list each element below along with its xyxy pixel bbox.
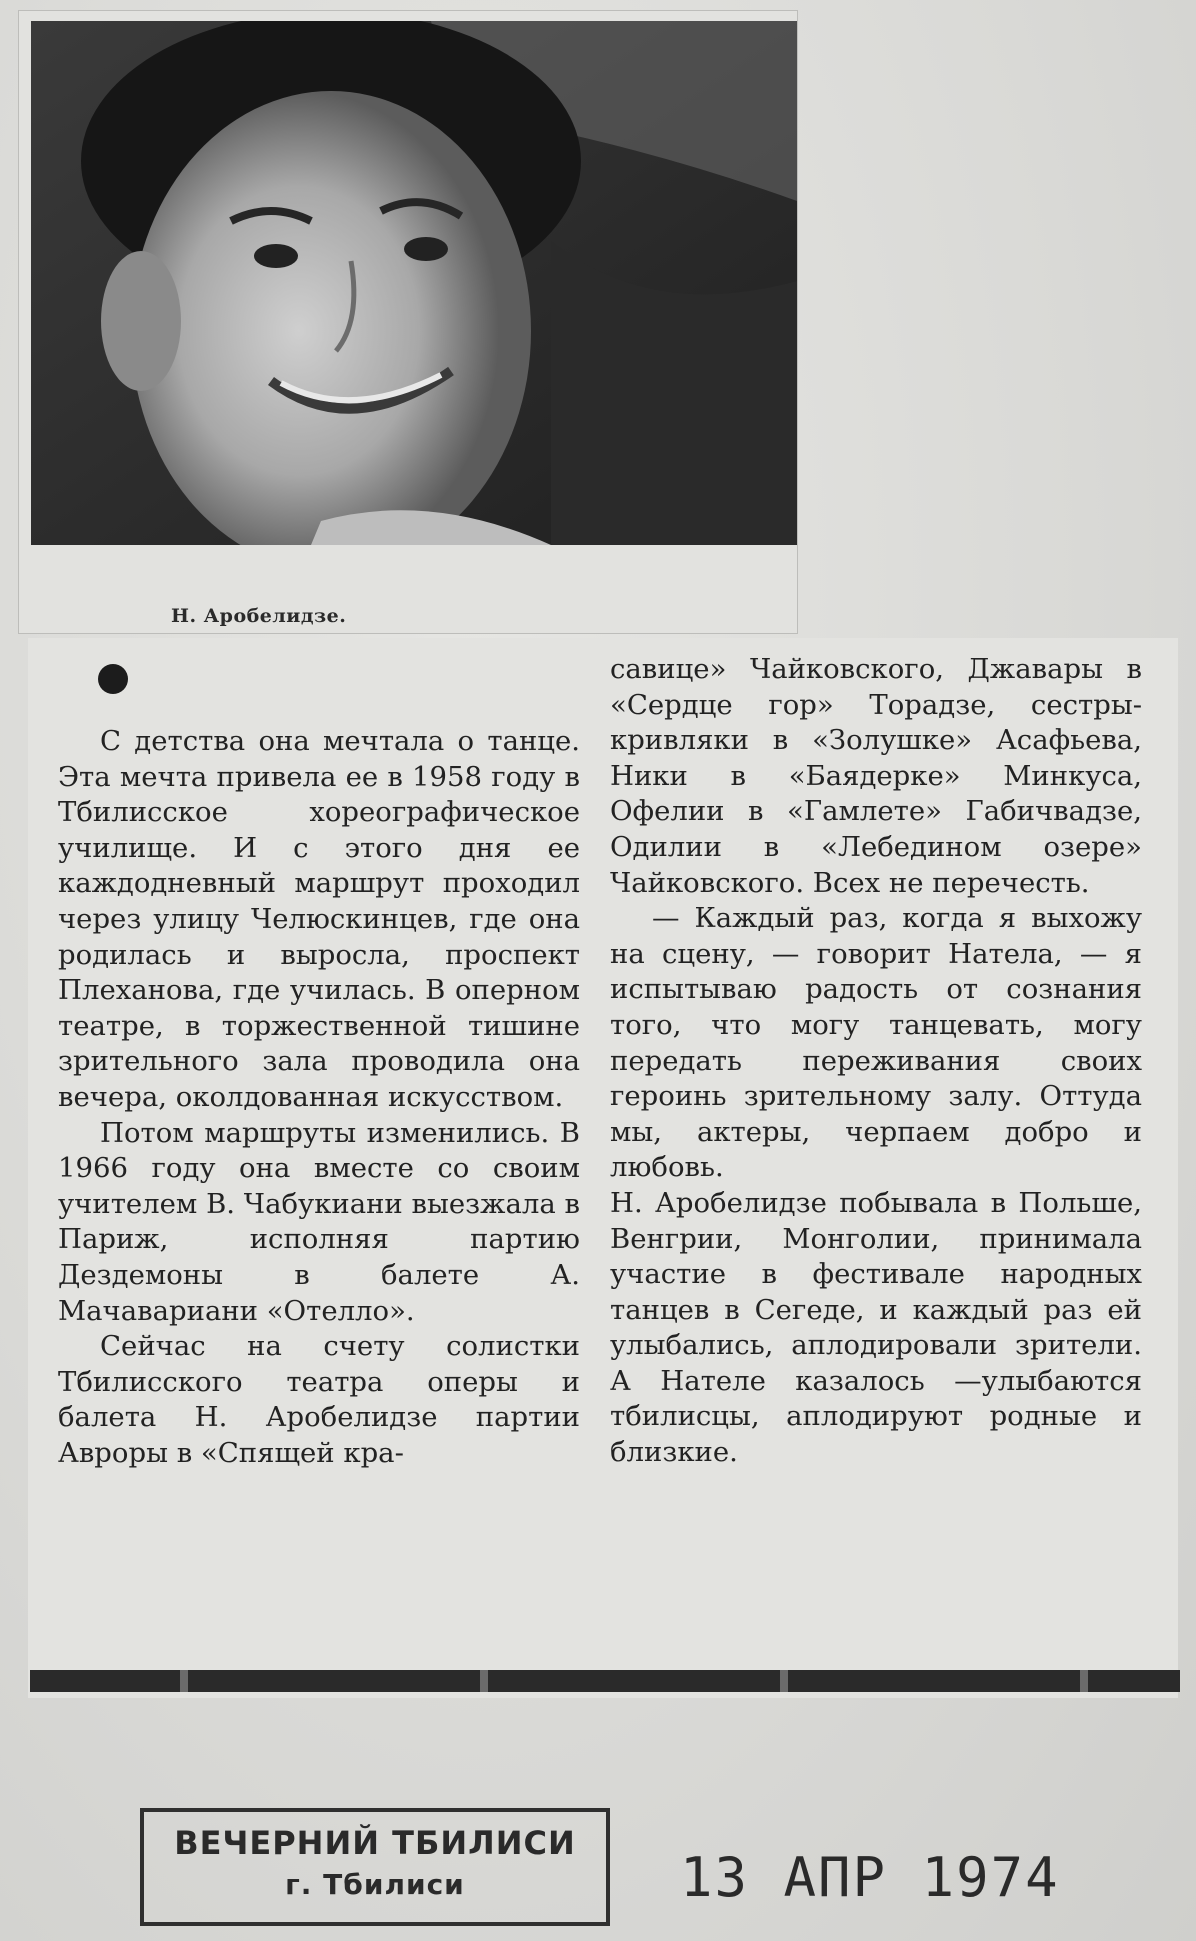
- divider-rule: [30, 1670, 1180, 1692]
- article-column-left: [58, 724, 580, 1471]
- date-stamp: 13 АПР 1974: [680, 1846, 1060, 1909]
- bullet-dot-icon: [98, 664, 128, 694]
- article-column-right: [610, 652, 1142, 1471]
- paragraph: Н. Аробелидзе побывала в Польше, Венгрии, Монголии, принимала участие в фестивале народных танцев в Сегеде, и каждый раз ей улыбались, аплодировали зрители. А Нателе казалось —улыбаются тбилисцы, аплодируют родные и близкие.: [610, 1186, 1142, 1469]
- newspaper-stamp: [140, 1808, 610, 1926]
- stamp-city: г. Тбилиси: [285, 1868, 465, 1901]
- paragraph: — Каждый раз, когда я выхожу на сцену, — говорит Натела, — я испытываю радость от сознания того, что могу танцевать, могу передать переживания своих героинь зрительному залу. Оттуда мы, актеры, черпаем добро и любовь.: [610, 902, 1142, 1184]
- photo-caption: Н. Аробелидзе.: [171, 605, 347, 627]
- photo-card: [18, 10, 798, 634]
- paragraph: Сейчас на счету солистки Тбилисского театра оперы и балета Н. Аробелидзе партии Авроры в «Спящей кра-: [58, 1330, 580, 1469]
- paragraph: Потом маршруты изменились. В 1966 году она вместе со своим учителем В. Чабукиани выезжала в Париж, исполняя партию Дездемоны в балете А. Мачавариани «Отелло».: [58, 1116, 580, 1327]
- paragraph: С детства она мечтала о танце. Эта мечта привела ее в 1958 году в Тбилисское хореографическое училище. И с этого дня ее каждодневный маршрут проходил через улицу Челюскинцев, где она родилась и выросла, проспект Плеханова, где училась. В оперном театре, в торжественной тишине зрительного зала проводила она вечера, околдованная искусством.: [58, 725, 580, 1113]
- portrait-photo: [31, 21, 797, 545]
- paragraph: савице» Чайковского, Джавары в «Сердце гор» Торадзе, сестры-кривляки в «Золушке» Асафьева, Ники в «Баядерке» Минкуса, Офелии в «Гамлете» Габичвадзе, Одилии в «Лебедином озере» Чайковского. Всех не перечесть.: [610, 653, 1142, 899]
- stamp-title: ВЕЧЕРНИЙ ТБИЛИСИ: [174, 1824, 576, 1862]
